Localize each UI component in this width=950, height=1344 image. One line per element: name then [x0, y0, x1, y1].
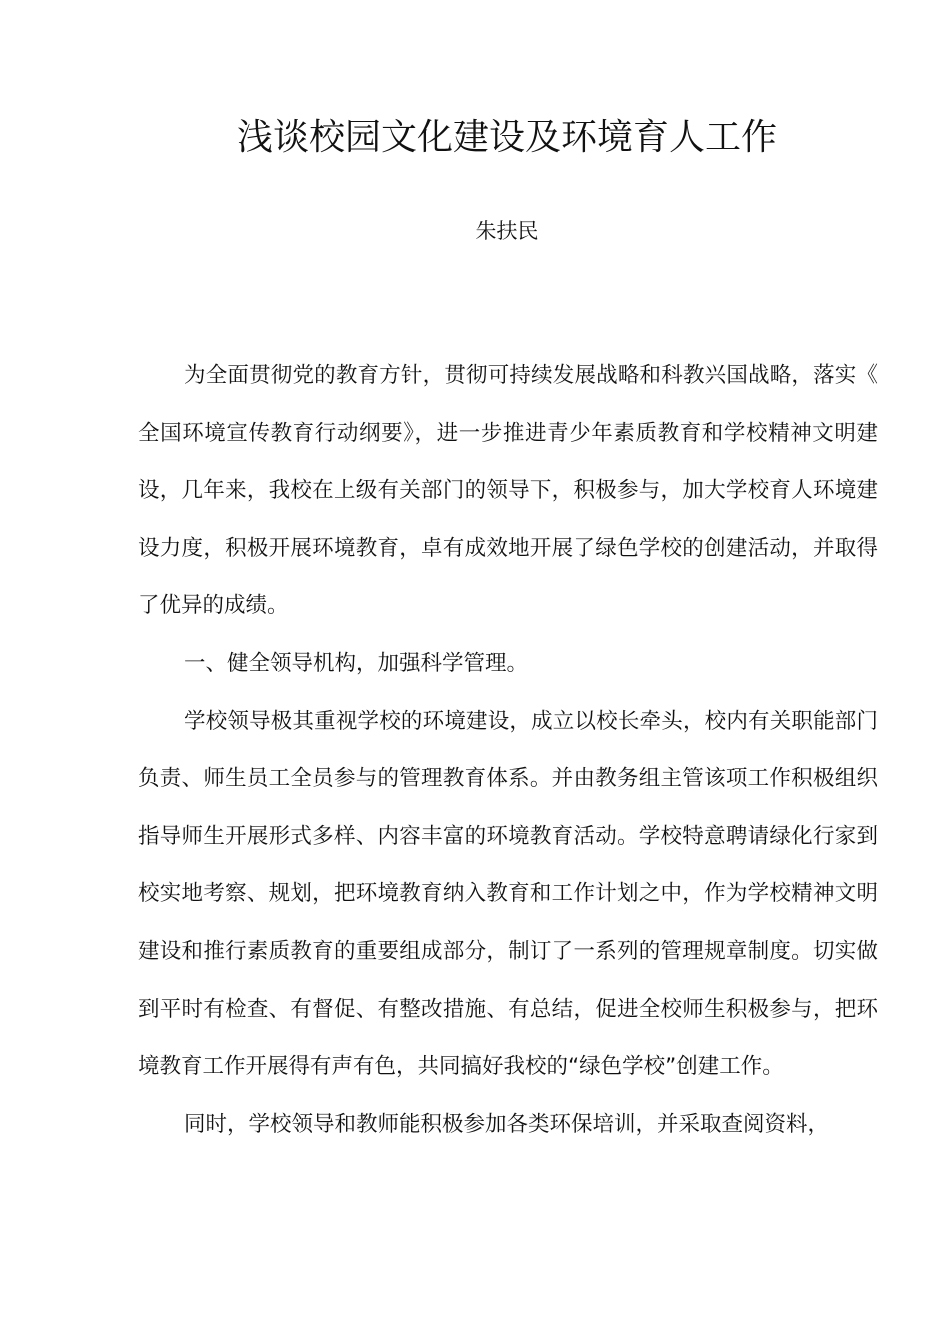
section-heading-1: 一、健全领导机构，加强科学管理。 — [184, 650, 529, 676]
document-title: 浅谈校园文化建设及环境育人工作 — [236, 117, 777, 158]
paragraph-management: 学校领导极其重视学校的环境建设，成立以校长牵头，校内有关职能部门负责、师生员工全员参与的管理教育体系。并由教务组主管该项工作积极组织指导师生开展形式多样、内容丰富的环境教育活动。学校特意聘请绿化行家到校实地考察、规划，把环境教育纳入教育和工作计划之中，作为学校精神文明建设和推行素质教育的重要组成部分，制订了一系列的管理规章制度。切实做到平时有检查、有督促、有整改措施、有总结，促进全校师生积极参与，把环境教育工作开展得有声有色，共同搞好我校的“绿色学校”创建工作。 — [138, 708, 878, 1080]
paragraph-training: 同时，学校领导和教师能积极参加各类环保培训，并采取查阅资料， — [184, 1111, 830, 1137]
document-author: 朱扶民 — [475, 219, 539, 243]
paragraph-intro: 为全面贯彻党的教育方针，贯彻可持续发展战略和科教兴国战略，落实《全国环境宣传教育行动纲要》，进一步推进青少年素质教育和学校精神文明建设，几年来，我校在上级有关部门的领导下，积极参与，加大学校育人环境建设力度，积极开展环境教育，卓有成效地开展了绿色学校的创建活动，并取得了优异的成绩。 — [138, 363, 878, 619]
document-body — [138, 347, 878, 1153]
